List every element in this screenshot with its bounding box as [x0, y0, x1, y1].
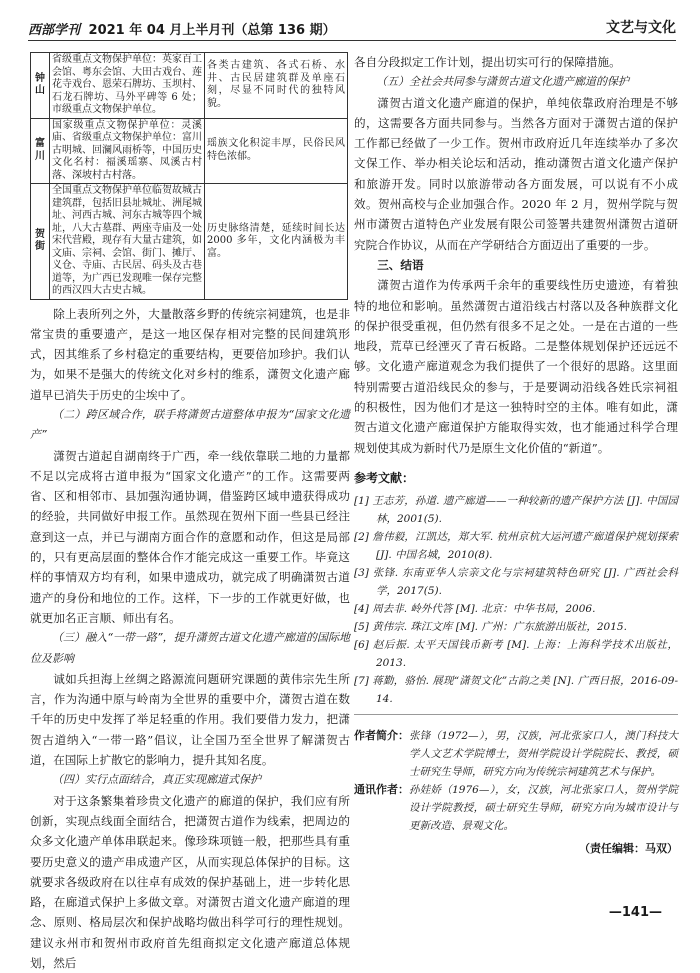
right-column: [354, 52, 678, 860]
subheading: （二）跨区域合作，联手将潇贺古道整体申报为“国家文化遗产”: [30, 407, 350, 442]
heritage-table: [30, 52, 348, 300]
table-cell: 国家级重点文物保护单位：灵溪庙、省级重点文物保护单位：富川古明城、回澜风雨桥等，中国历史文化名村：福溪瑶寨、凤溪古村落、深坡村古村落。: [50, 118, 205, 184]
paragraph: 各自分段拟定工作计划，提出切实可行的保障措施。: [354, 55, 621, 69]
author-info: [354, 727, 678, 835]
magazine-logo: 西部学刊: [28, 23, 81, 38]
table-cell: 瑶族文化积淀丰厚，民俗民风特色浓郁。: [205, 118, 348, 184]
reference-item: [2] 詹伟毅，江凯达，郑大军. 杭州京杭大运河遗产廊道保护规划探索 [J]. 中国名城，2010(8).: [354, 531, 678, 562]
paragraph: 除上表所列之外，大量散落乡野的传统宗祠建筑，也是非常宝贵的重要遗产，是这一地区保存相对完整的民间建筑形式，因其维系了乡村稳定的重要结构，更要倍加珍护。我们认为，如果不是强大的传统文化对乡村的维系，潇贺文化遗产廊道早已消失于历史的尘埃中了。: [30, 306, 350, 402]
table-cell-region: 富川: [31, 118, 50, 184]
table-row: [31, 184, 348, 300]
journal-info: [28, 19, 336, 38]
table-cell: 省级重点文物保护单位：英家百工会馆、粤东会馆、大田古戏台、莲花寺戏台、恩荣石牌坊、玉坝村、石龙石牌坊、马外平碑等 6 处；市级重点文物保护单位。: [50, 53, 205, 119]
reference-item: [7] 蒋勤，骆怡. 展现“潇贺文化”古韵之美 [N]. 广西日报，2016-09-14.: [354, 675, 678, 706]
table-row: [31, 118, 348, 184]
author-text: 张锋（1972—），男，汉族，河北张家口人，澳门科技大学人文艺术学院博士，贺州学院设计学院院长、教授，硕士研究生导师，研究方向为传统宗祠建筑艺术与保护。: [409, 730, 678, 779]
table-cell: 历史脉络清楚，延续时间长达 2000 多年，文化内涵极为丰富。: [205, 184, 348, 300]
paragraph: 潇贺古道文化遗产廊道的保护，单纯依靠政府治理是不够的，这需要各方面共同参与。当然各方面对于潇贺古道的保护工作都已经做了一少工作。贺州市政府近几年连续举办了多次文保工作、举办相关论坛和活动，推动潇贺古道文化遗产保护和旅游开发。同时以旅游带动各方面发展，可以说有不小成效。贺州高校与企业加强合作。2020 年 2 月，贺州学院与贺州市潇贺古道特色产业发展有限公司签署共建贺州潇贺古道研究院合作协议，从而在产学研结合方面迈出了重要的一步。: [354, 95, 678, 252]
table-cell: 各类古建筑、各式石桥、水井、古民居建筑群及单座石刻，尽显不同时代的独特风貌。: [205, 53, 348, 119]
left-column: [30, 52, 350, 973]
responsible-editor: （责任编辑：马双）: [579, 842, 678, 856]
reference-item: [6] 赵后振. 太平天国钱币新考 [M]. 上海：上海科学技术出版社，2013.: [354, 639, 678, 670]
table-cell-region: 贺街: [31, 184, 50, 300]
page-number: —141—: [608, 905, 662, 920]
section-heading: 三、结语: [377, 257, 424, 272]
reference-item: [3] 张锋. 东南亚华人宗亲文化与宗祠建筑特色研究 [J]. 广西社会科学，2017(5).: [354, 567, 678, 598]
paragraph: 潇贺古道作为传承两千余年的重要线性历史遗迹，有着独特的地位和影响。虽然潇贺古道沿线古村落以及各种族群文化的保护很受重视，但仍然有很多不足之处。一是在古道的一些地段，荒草已经湮灭了青石板路。二是整体规划保护还远远不够。文化遗产廊道观念为我们提供了一个很好的思路。这里面特别需要古道沿线民众的参与，于是要调动沿线各姓氏宗祠祖的积极性，因为他们才是这一独特时空的主体。唯有如此，潇贺古道文化遗产廊道保护方能取得实效，也才能通过科学合理规划使其成为新时代乃是原生文化价值的“新道”。: [354, 278, 678, 455]
reference-item: [5] 黄伟宗. 珠江文库 [M]. 广州：广东旅游出版社，2015.: [354, 621, 627, 634]
issue-text: 2021 年 04 月上半月刊（总第 136 期）: [88, 23, 336, 38]
corresponding-label: 通讯作者：: [354, 783, 409, 797]
table-cell-region: 钟山: [31, 53, 50, 119]
page-header: [28, 14, 676, 41]
subheading: （四）实行点面结合，真正实现廊道式保护: [52, 773, 261, 787]
reference-list: [354, 492, 678, 708]
author-label: 作者简介：: [354, 729, 409, 743]
references-title: 参考文献：: [354, 470, 415, 485]
paragraph: 对于这条繁集着珍贵文化遗产的廊道的保护，我们应有所创新，实现点线面全面结合，把潇贺古道作为线索，把周边的众多文化遗产单体串联起来。像珍珠项链一般，把那些具有重要历史意义的遗产串成遗产区，从而实现总体保护的目标。这就要求各级政府在以往卓有成效的保护基础上，进一步转化思路，在廊道式保护上多做文章。对潇贺古道文化遗产廊道的理念、原则、格局层次和保护战略均做出科学可行的理性规划。建议永州市和贺州市政府首先组商拟定文化遗产廊道总体规划，然后: [30, 793, 350, 970]
author-bio: [354, 727, 678, 781]
table-row: [31, 53, 348, 119]
subheading: （五）全社会共同参与潇贺古道文化遗产廊道的保护: [376, 75, 629, 89]
paragraph: 诚如兵担海上丝绸之路源流问题研究课题的黄伟宗先生所言，作为沟通中原与岭南为全世界的重要中介，潇贺古道在数千年的历史中发挥了举足轻重的作用。我们要借力发力，把潇贺古道纳入“一带一路”倡议，让全国乃至全世界了解潇贺古道，在国际上扩散它的影响力，提升其知名度。: [30, 671, 350, 768]
corresponding-text: 孙娃娇（1976—），女，汉族，河北张家口人，贺州学院设计学院教授，硕士研究生导师，研究方向为城市设计与更新改造、景观文化。: [409, 784, 678, 833]
paragraph: 潇贺古道起自湖南终于广西，牵一线依靠联二地的力量都不足以完成将古道申报为“国家文化遗产”的工作。这需要两省、区和相邻市、县加强沟通协调，借鉴跨区域申遗获得成功的经验，共同做好申报工作。虽然现在贺州下面一些县已经注意到这一点，并已与湖南方面合作的意愿和动作，但这是局部的，只有更高层面的整体合作才能完成这一重要工作。毕竟这样的事情双方均有利，如果申遗成功，就完成了明确潇贺古道遗产的身份和地位的工作。这样，下一步的工作就更好做，也就更加名正言顺、师出有名。: [30, 448, 350, 625]
table-cell: 全国重点文物保护单位临贺故城古建筑群，包括旧县址城址、洲尾城址、河西古城、河东古城等四个城址，八大古墓群、两座寺庙及一处宋代营殿，现存有大量古建筑，如文庙、宗祠、会馆、街门、摊厅、义仓、寺庙、古民居、码头及古巷道等，为广西已发现唯一保存完整的西汉四大古史古城。: [50, 184, 205, 300]
corresponding-author: [354, 781, 678, 835]
section-name: 文艺与文化: [606, 20, 676, 36]
subheading: （三）融入“一带一路”，提升潇贺古道文化遗产廊道的国际地位及影响: [30, 631, 350, 665]
divider: [354, 714, 678, 715]
reference-item: [1] 王志芳，孙道. 遗产廊道——一种较新的遗产保护方法 [J]. 中国园林，2001(5).: [354, 495, 678, 526]
reference-item: [4] 周去非. 岭外代答 [M]. 北京：中华书局，2006.: [354, 603, 596, 616]
